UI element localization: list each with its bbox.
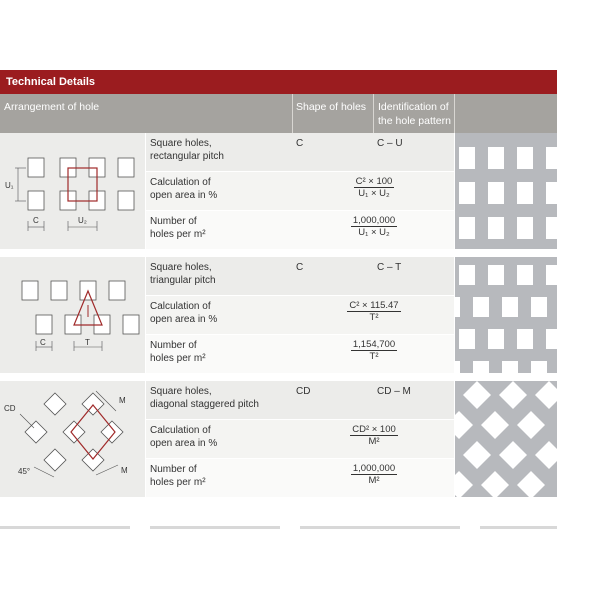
- row-description: [146, 381, 454, 420]
- calc-line1: Calculation of: [150, 301, 211, 312]
- count-label: [150, 216, 290, 241]
- rectangular-pitch-diagram-icon: [0, 133, 145, 249]
- header-divider: [373, 94, 374, 133]
- section-rows: [146, 133, 454, 250]
- holes-count-formula: [294, 215, 454, 238]
- row-holes-count: [146, 335, 454, 374]
- formula-numerator: 1,154,700: [352, 339, 396, 350]
- label-m-top: M: [119, 396, 126, 405]
- count-label: [150, 340, 290, 365]
- row-holes-count: [146, 211, 454, 250]
- calc-line1: Calculation of: [150, 177, 211, 188]
- column-header-bar: [0, 94, 557, 133]
- perforated-pattern-swatch-icon: [455, 381, 557, 497]
- header-arrangement: Arrangement of hole: [4, 101, 100, 113]
- triangular-pitch-diagram-icon: [0, 257, 145, 373]
- section-rectangular-pitch: [0, 133, 557, 249]
- open-area-formula: [294, 424, 454, 447]
- label-m-bottom: M: [121, 466, 128, 475]
- count-line2: holes per m²: [150, 352, 206, 364]
- description-text: [150, 386, 290, 411]
- count-label: [150, 464, 290, 489]
- count-line1: Number of: [150, 216, 197, 227]
- calc-label: [150, 425, 290, 450]
- formula-denominator: T²: [369, 351, 379, 362]
- label-u2: U₂: [78, 216, 87, 225]
- formula-numerator: 1,000,000: [352, 215, 396, 226]
- header-identification-line1: Identification of: [378, 101, 449, 113]
- header-shape: Shape of holes: [296, 101, 367, 113]
- desc-line1: Square holes,: [150, 262, 212, 273]
- row-open-area: [146, 420, 454, 459]
- holes-count-formula: [294, 339, 454, 362]
- calc-line2: open area in %: [150, 189, 218, 201]
- row-open-area: [146, 296, 454, 335]
- bottom-rule: [0, 526, 130, 529]
- label-c: C: [33, 216, 39, 225]
- calc-label: [150, 301, 290, 326]
- formula-numerator: C² × 115.47: [349, 300, 399, 311]
- desc-line1: Square holes,: [150, 386, 212, 397]
- open-area-formula: [294, 176, 454, 199]
- row-description: [146, 133, 454, 172]
- label-c: C: [40, 338, 46, 347]
- holes-count-formula: [294, 463, 454, 486]
- count-line1: Number of: [150, 340, 197, 351]
- description-text: [150, 138, 290, 163]
- bottom-rule: [150, 526, 280, 529]
- ident-value: C – U: [377, 138, 403, 149]
- row-holes-count: [146, 459, 454, 498]
- formula-numerator: C² × 100: [355, 176, 393, 187]
- formula-numerator: 1,000,000: [352, 463, 396, 474]
- bottom-rule: [300, 526, 460, 529]
- section-rows: [146, 381, 454, 498]
- formula-denominator: M²: [368, 475, 380, 486]
- section-triangular-pitch: [0, 257, 557, 373]
- label-cd: CD: [4, 404, 16, 413]
- section-diagonal-staggered-pitch: [0, 381, 557, 497]
- count-line1: Number of: [150, 464, 197, 475]
- count-line2: holes per m²: [150, 476, 206, 488]
- formula-denominator: U₁ × U₂: [358, 188, 390, 199]
- ident-value: C – T: [377, 262, 402, 273]
- calc-label: [150, 177, 290, 202]
- technical-details-table: [0, 70, 557, 133]
- calc-line1: Calculation of: [150, 425, 211, 436]
- desc-line2: rectangular pitch: [150, 150, 224, 162]
- header-identification: [378, 100, 451, 128]
- header-divider: [454, 94, 455, 133]
- shape-value: C: [296, 262, 304, 273]
- formula-denominator: U₁ × U₂: [358, 227, 390, 238]
- row-description: [146, 257, 454, 296]
- row-open-area: [146, 172, 454, 211]
- count-line2: holes per m²: [150, 228, 206, 240]
- section-rows: [146, 257, 454, 374]
- desc-line1: Square holes,: [150, 138, 212, 149]
- perforated-pattern-swatch-icon: [455, 257, 557, 373]
- formula-numerator: CD² × 100: [352, 424, 396, 435]
- header-identification-line2: the hole pattern: [378, 115, 451, 127]
- description-text: [150, 262, 290, 287]
- label-t: T: [85, 338, 90, 347]
- formula-denominator: M²: [368, 436, 380, 447]
- label-45deg: 45°: [18, 467, 31, 476]
- label-u1: U₁: [5, 181, 14, 190]
- formula-denominator: T²: [369, 312, 379, 323]
- desc-line2: diagonal staggered pitch: [150, 398, 259, 410]
- header-divider: [292, 94, 293, 133]
- ident-value: CD – M: [377, 386, 411, 397]
- open-area-formula: [294, 300, 454, 323]
- shape-value: C: [296, 138, 304, 149]
- perforated-pattern-swatch-icon: [455, 133, 557, 249]
- diagonal-pitch-diagram-icon: [0, 381, 145, 497]
- bottom-rule: [480, 526, 557, 529]
- table-title: Technical Details: [0, 70, 557, 94]
- desc-line2: triangular pitch: [150, 274, 216, 286]
- shape-value: CD: [296, 386, 311, 397]
- calc-line2: open area in %: [150, 313, 218, 325]
- calc-line2: open area in %: [150, 437, 218, 449]
